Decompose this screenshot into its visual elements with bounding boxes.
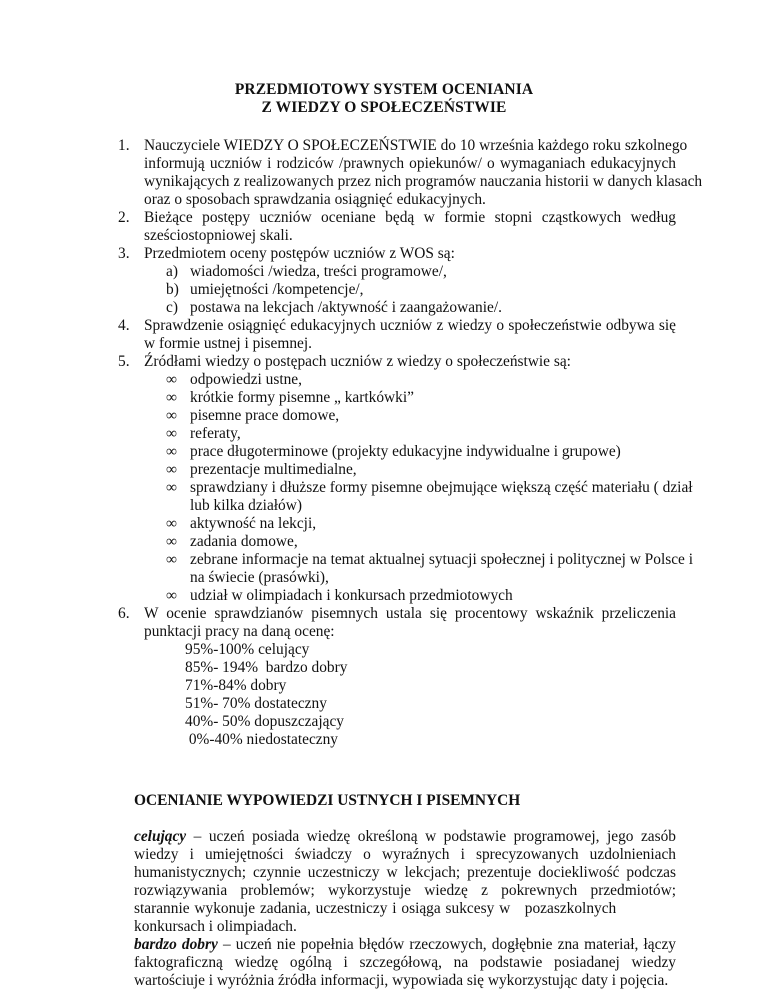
grade-label-celujacy: celujący [134, 828, 187, 845]
sub-item-letter: b) [166, 281, 179, 298]
grade-threshold: 85%- 194% bardzo dobry [185, 659, 348, 676]
source-bullet-item-continuation: na świecie (prasówki), [190, 569, 329, 586]
item-number: 1. [118, 137, 130, 154]
item-2-line: sześciostopniowej skali. [144, 227, 293, 244]
item-4-line: w formie ustnej i pisemnej. [144, 335, 312, 352]
source-bullet-item: prace długoterminowe (projekty edukacyjne indywidualne i grupowe) [190, 443, 621, 460]
grade-description-text: starannie wykonuje zadania, uczestniczy i osiąga sukcesy w pozaszkolnych [134, 900, 617, 917]
item-number: 5. [118, 353, 130, 370]
grade-threshold: 40%- 50% dopuszczający [185, 713, 344, 730]
item-1-line: informują uczniów i rodziców /prawnych opiekunów/ o wymaganiach edukacyjnych [144, 155, 676, 172]
source-bullet-item: zebrane informacje na temat aktualnej sytuacji społecznej i politycznej w Polsce i [190, 551, 693, 568]
source-bullet-item-continuation: lub kilka działów) [190, 497, 302, 514]
grade-description-text: faktograficzną wiedzę ogólną i szczegółową, na podstawie posiadanej wiedzy [134, 954, 676, 971]
infinity-bullet-icon: ∞ [166, 425, 177, 442]
item-number: 2. [118, 209, 130, 226]
infinity-bullet-icon: ∞ [166, 587, 177, 604]
document-title-line-1: PRZEDMIOTOWY SYSTEM OCENIANIA [234, 81, 534, 98]
item-5-line: Źródłami wiedzy o postępach uczniów z wiedzy o społeczeństwie są: [144, 353, 571, 370]
grade-threshold: 71%-84% dobry [185, 677, 287, 694]
grade-threshold: 51%- 70% dostateczny [185, 695, 327, 712]
grade-threshold: 0%-40% niedostateczny [185, 731, 338, 748]
sub-item-text: postawa na lekcjach /aktywność i zaangażowanie/. [190, 299, 502, 316]
infinity-bullet-icon: ∞ [166, 533, 177, 550]
source-bullet-item: pisemne prace domowe, [190, 407, 340, 424]
item-4-line: Sprawdzenie osiągnięć edukacyjnych uczniów z wiedzy o społeczeństwie odbywa się [144, 317, 676, 334]
document-title-line-2: Z WIEDZY O SPOŁECZEŃSTWIE [261, 99, 507, 116]
infinity-bullet-icon: ∞ [166, 479, 177, 496]
source-bullet-item: aktywność na lekcji, [190, 515, 317, 532]
infinity-bullet-icon: ∞ [166, 371, 177, 388]
item-1-line: Nauczyciele WIEDZY O SPOŁECZEŃSTWIE do 10 września każdego roku szkolnego [144, 137, 688, 154]
grade-description-text: rozwiązywania problemów; wykorzystuje wiedzę z pokrewnych przedmiotów; [134, 882, 676, 899]
source-bullet-item: odpowiedzi ustne, [190, 371, 302, 388]
source-bullet-item: udział w olimpiadach i konkursach przedmiotowych [190, 587, 513, 604]
source-bullet-item: sprawdziany i dłuższe formy pisemne obejmujące większą część materiału ( dział [190, 479, 693, 496]
source-bullet-item: referaty, [190, 425, 241, 442]
item-6-line: punktacji pracy na daną ocenę: [144, 623, 335, 640]
item-number: 6. [118, 605, 130, 622]
infinity-bullet-icon: ∞ [166, 515, 177, 532]
grade-label-bardzo-dobry: bardzo dobry [134, 936, 218, 953]
infinity-bullet-icon: ∞ [166, 443, 177, 460]
sub-item-text: wiadomości /wiedza, treści programowe/, [190, 263, 447, 280]
grade-description-celujacy [134, 828, 676, 846]
sub-item-letter: c) [166, 299, 178, 316]
grade-description-text: humanistycznych; czynnie uczestniczy w lekcjach; prezentuje dociekliwość podczas [134, 864, 676, 881]
grade-description-text: wiedzy i umiejętności świadczy o wyraźnych i sprecyzowanych uzdolnieniach [134, 846, 676, 863]
grade-description-text: konkursach i olimpiadach. [134, 918, 297, 935]
section-heading: OCENIANIE WYPOWIEDZI USTNYCH I PISEMNYCH [134, 792, 521, 809]
item-number: 3. [118, 245, 130, 262]
grade-threshold: 95%-100% celujący [185, 641, 310, 658]
item-number: 4. [118, 317, 130, 334]
source-bullet-item: prezentacje multimedialne, [190, 461, 357, 478]
grade-description-bardzo-dobry [134, 936, 676, 954]
item-1-line: wynikających z realizowanych przez nich programów nauczania historii w danych klasach [144, 173, 703, 190]
infinity-bullet-icon: ∞ [166, 461, 177, 478]
source-bullet-item: zadania domowe, [190, 533, 298, 550]
infinity-bullet-icon: ∞ [166, 407, 177, 424]
item-1-line: oraz o sposobach sprawdzania osiągnięć edukacyjnych. [144, 191, 486, 208]
item-3-line: Przedmiotem oceny postępów uczniów z WOS są: [144, 245, 455, 262]
sub-item-text: umiejętności /kompetencje/, [190, 281, 364, 298]
infinity-bullet-icon: ∞ [166, 389, 177, 406]
infinity-bullet-icon: ∞ [166, 551, 177, 568]
grade-description-text: – uczeń posiada wiedzę określoną w podstawie programowej, jego zasób [186, 828, 676, 845]
grade-description-text: wartościuje i wyróżnia źródła informacji, wypowiada się wykorzystując daty i pojęcia. [134, 972, 669, 989]
grade-description-text: – uczeń nie popełnia błędów rzeczowych, dogłębnie zna materiał, łączy [217, 936, 676, 953]
item-2-line: Bieżące postępy uczniów oceniane będą w formie stopni cząstkowych według [144, 209, 676, 226]
sub-item-letter: a) [166, 263, 178, 280]
item-6-line: W ocenie sprawdzianów pisemnych ustala się procentowy wskaźnik przeliczenia [144, 605, 676, 622]
source-bullet-item: krótkie formy pisemne „ kartkówki” [190, 389, 414, 406]
